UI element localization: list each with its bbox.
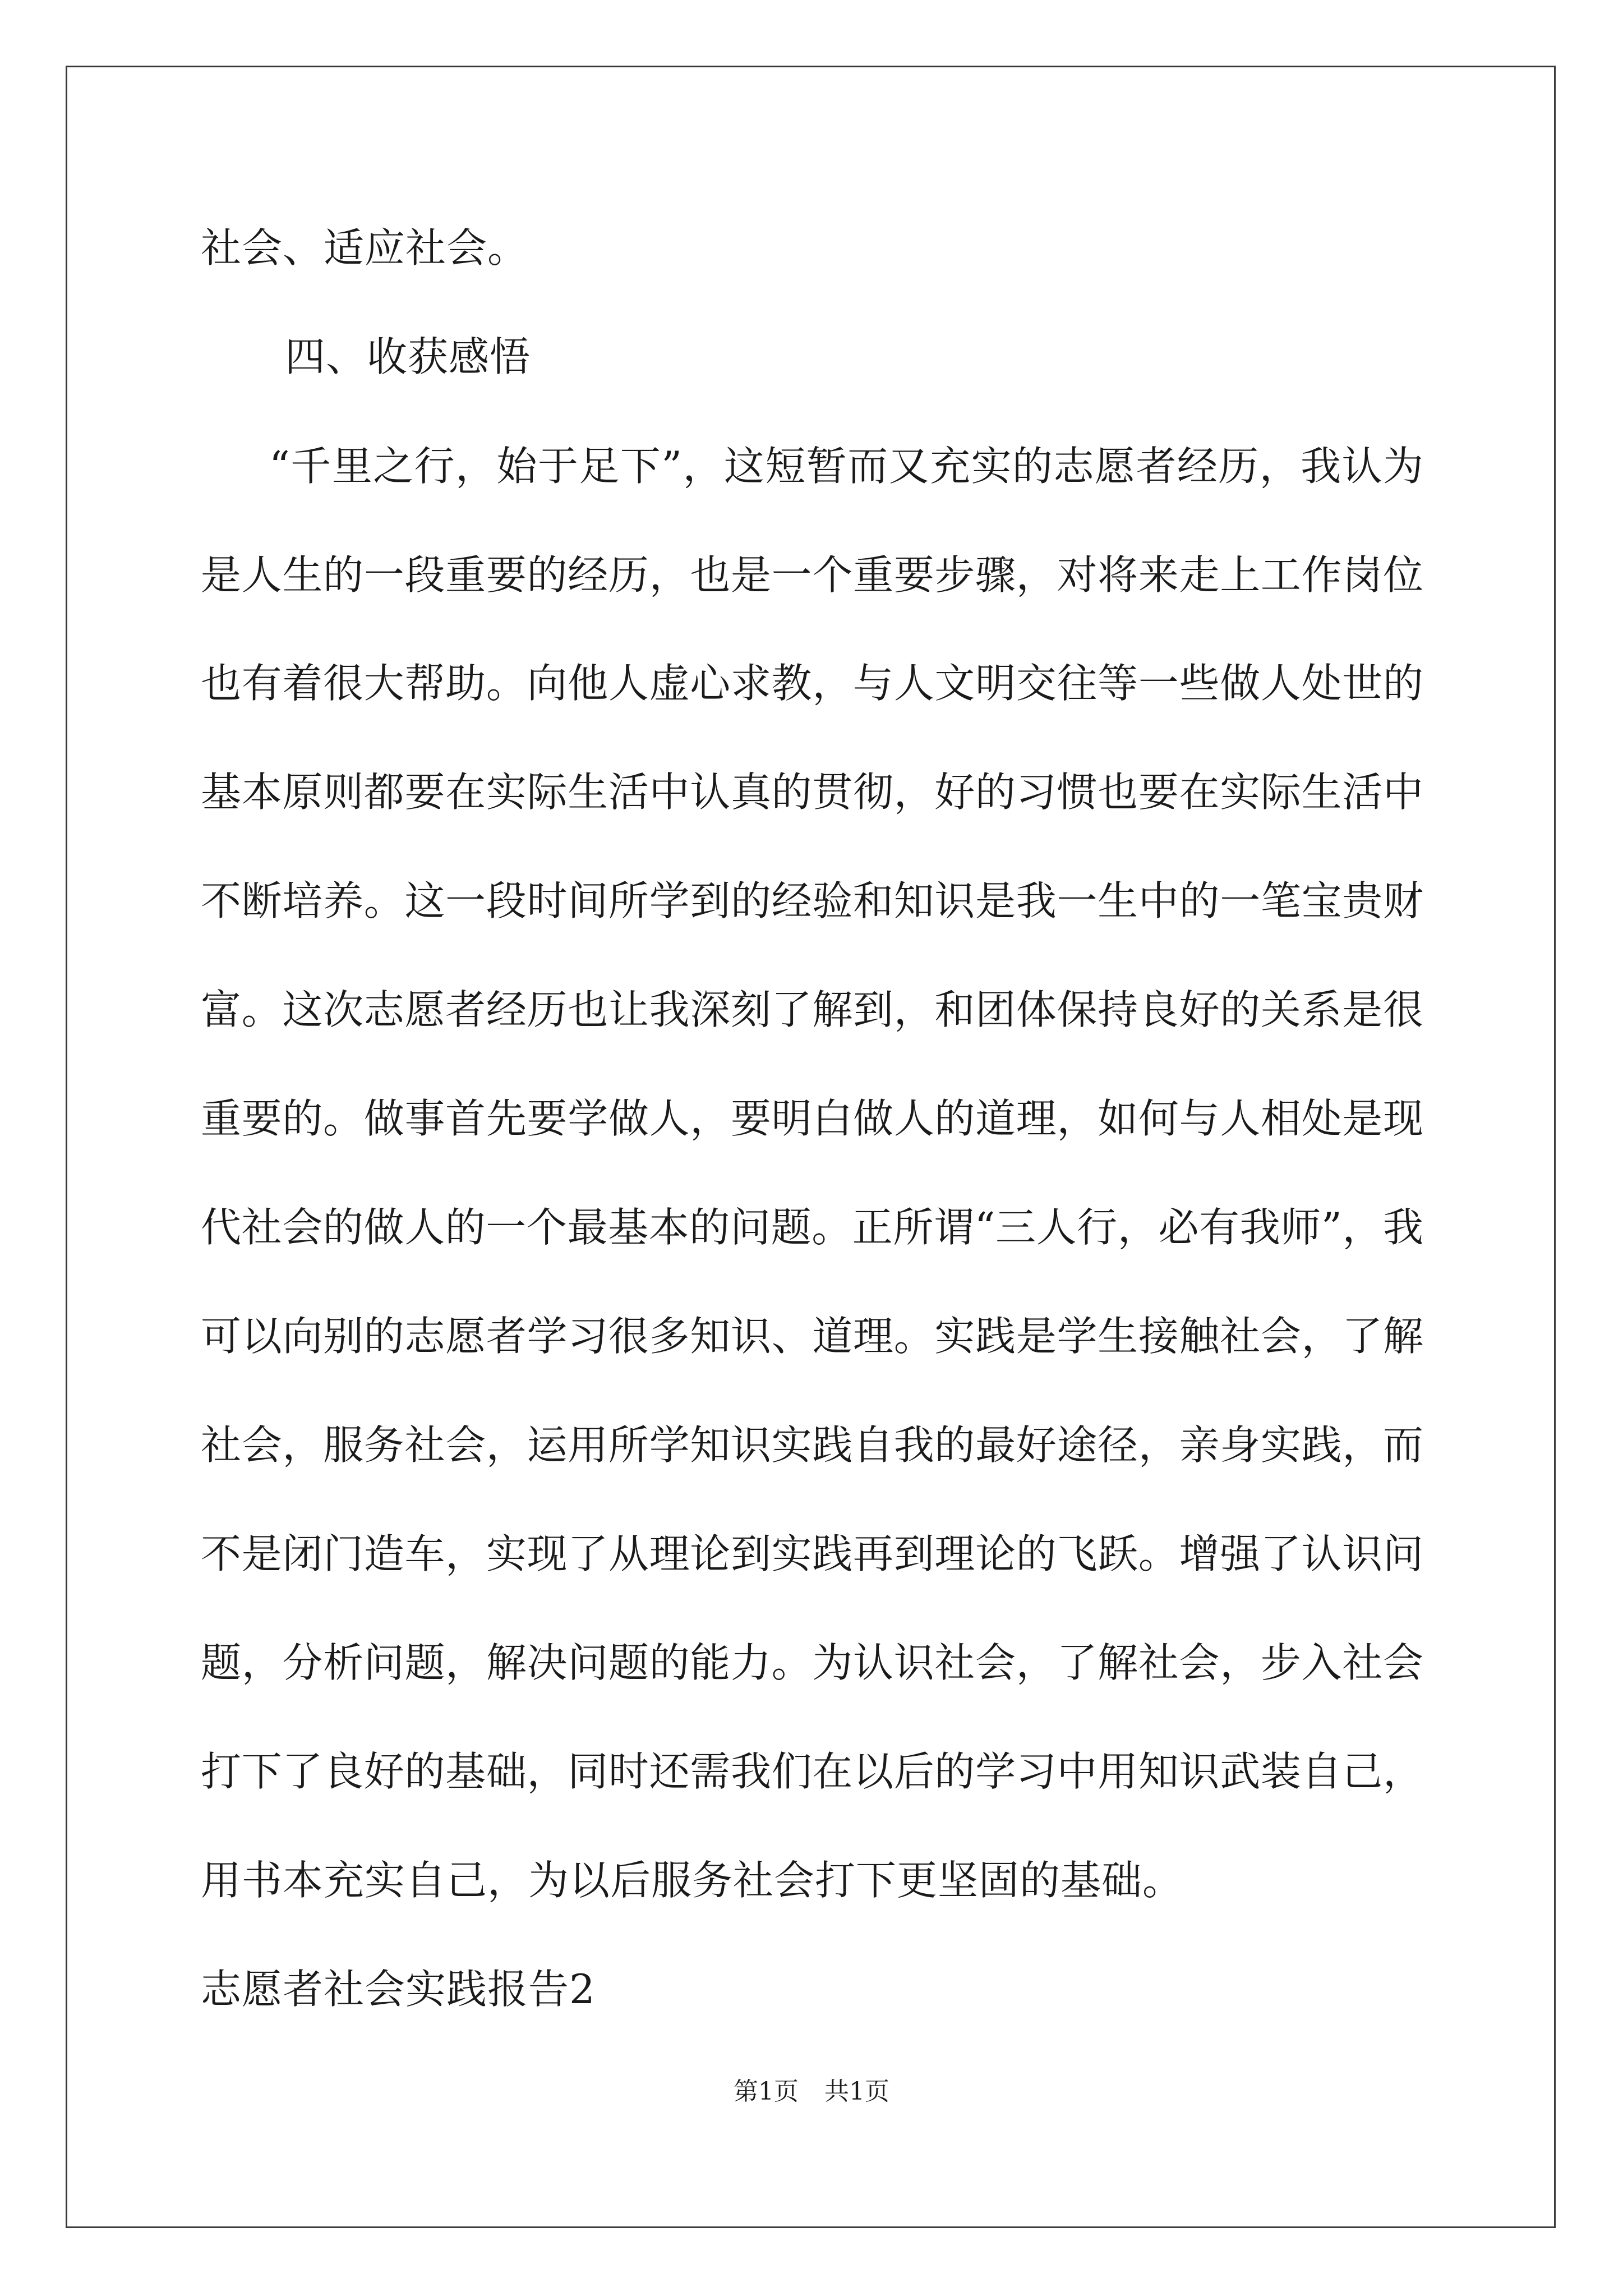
- body-line: 打下了良好的基础，同时还需我们在以后的学习中用知识武装自己，: [201, 1748, 1423, 1795]
- paragraph-end-line: 社会、适应社会。: [201, 224, 529, 272]
- report-title: 志愿者社会实践报告2: [201, 1966, 596, 2013]
- body-line: 基本原则都要在实际生活中认真的贯彻，好的习惯也要在实际生活中: [201, 769, 1423, 816]
- page-footer: [0, 2079, 1623, 2104]
- body-line: 也有着很大帮助。向他人虚心求教，与人文明交往等一些做人处世的: [201, 660, 1423, 707]
- page-total: 共1页: [824, 2077, 889, 2106]
- body-line: 社会，服务社会，运用所学知识实践自我的最好途径，亲身实践，而: [201, 1421, 1423, 1469]
- body-line-last: 用书本充实自己，为以后服务社会打下更坚固的基础。: [201, 1857, 1184, 1904]
- body-line: 代社会的做人的一个最基本的问题。正所谓“三人行，必有我师”，我: [201, 1204, 1423, 1251]
- body-line: 不是闭门造车，实现了从理论到实践再到理论的飞跃。增强了认识问: [201, 1530, 1423, 1577]
- section-heading: 四、收获感悟: [285, 333, 531, 380]
- body-line: 是人生的一段重要的经历，也是一个重要步骤，对将来走上工作岗位: [201, 551, 1423, 599]
- body-line: 富。这次志愿者经历也让我深刻了解到，和团体保持良好的关系是很: [201, 986, 1423, 1033]
- page-number: 第1页: [734, 2077, 799, 2106]
- body-line: “千里之行，始于足下”，这短暂而又充实的志愿者经历，我认为: [269, 443, 1423, 490]
- body-line: 不断培养。这一段时间所学到的经验和知识是我一生中的一笔宝贵财: [201, 877, 1423, 924]
- body-line: 可以向别的志愿者学习很多知识、道理。实践是学生接触社会，了解: [201, 1313, 1423, 1360]
- body-line: 题，分析问题，解决问题的能力。为认识社会，了解社会，步入社会: [201, 1639, 1423, 1686]
- body-line: 重要的。做事首先要学做人，要明白做人的道理，如何与人相处是现: [201, 1095, 1423, 1142]
